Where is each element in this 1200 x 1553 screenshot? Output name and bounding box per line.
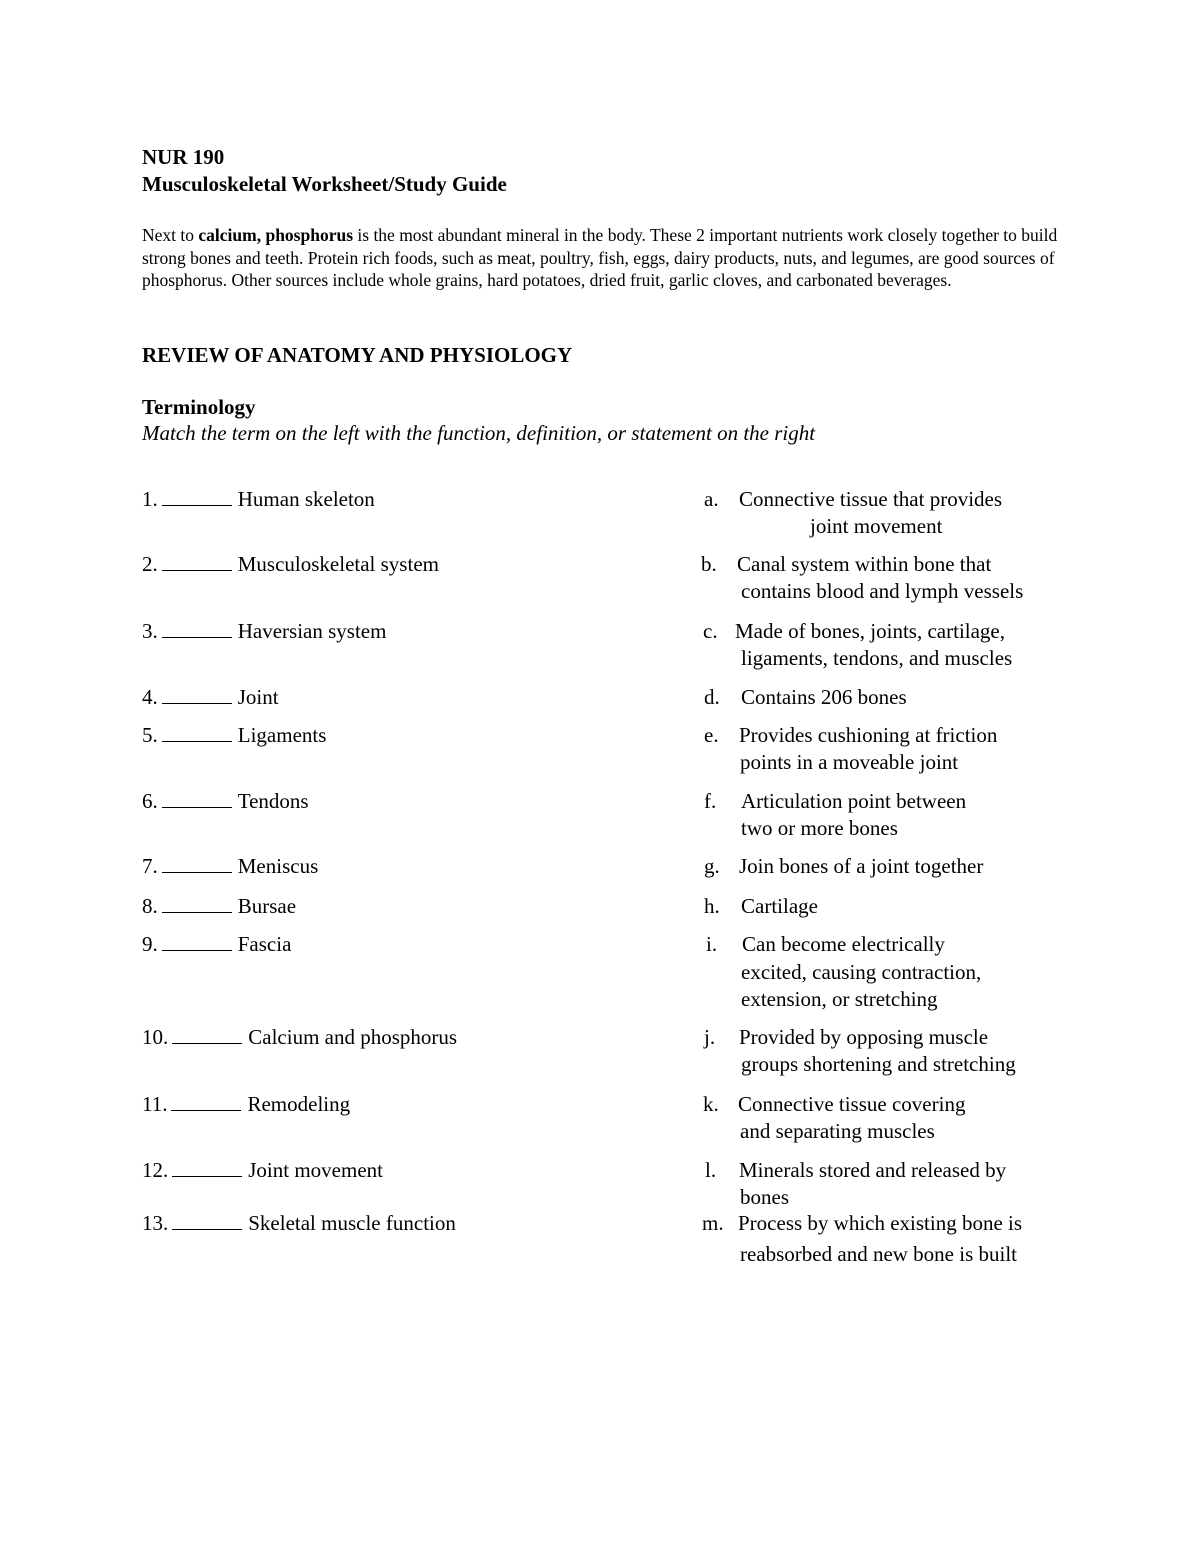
definition-letter: a. — [704, 487, 719, 511]
term-label: Fascia — [237, 932, 292, 956]
definition-line: Provided by opposing muscle — [739, 1025, 989, 1049]
term-number: 6. — [142, 789, 158, 813]
term-item — [142, 486, 375, 513]
term-item — [142, 1024, 457, 1051]
answer-blank[interactable] — [162, 689, 232, 704]
definition-line: Provides cushioning at friction — [739, 723, 998, 747]
term-item — [142, 551, 439, 578]
term-number: 11. — [142, 1092, 168, 1116]
answer-blank[interactable] — [162, 793, 232, 808]
term-number: 1. — [142, 487, 158, 511]
term-item — [142, 684, 279, 711]
definition-letter: m. — [702, 1211, 724, 1235]
definition-letter: f. — [704, 789, 717, 813]
definition-letter: b. — [701, 552, 717, 576]
definition-line: contains blood and lymph vessels — [741, 579, 1024, 603]
definition-line: extension, or stretching — [741, 987, 938, 1011]
definition-line: Process by which existing bone is — [738, 1211, 1023, 1235]
term-label: Skeletal muscle function — [248, 1211, 456, 1235]
term-number: 3. — [142, 619, 158, 643]
definition-letter: e. — [704, 723, 719, 747]
definition-letter: l. — [705, 1158, 717, 1182]
definition-line: points in a moveable joint — [740, 750, 959, 774]
definition-letter: k. — [703, 1092, 719, 1116]
term-label: Remodeling — [247, 1092, 351, 1116]
term-item — [142, 893, 296, 920]
term-number: 9. — [142, 932, 158, 956]
term-item — [142, 618, 386, 645]
term-label: Ligaments — [237, 723, 327, 747]
definition-line: reabsorbed and new bone is built — [740, 1242, 1018, 1266]
intro-prefix: Next to — [142, 225, 199, 245]
definition-line: ligaments, tendons, and muscles — [741, 646, 1013, 670]
document-title: Musculoskeletal Worksheet/Study Guide — [142, 172, 507, 196]
term-label: Joint movement — [248, 1158, 383, 1182]
intro-bold-minerals: calcium, phosphorus — [198, 225, 354, 245]
intro-paragraph — [142, 224, 1062, 292]
definition-letter: g. — [704, 854, 720, 878]
definition-letter: c. — [703, 619, 718, 643]
definition-line: Cartilage — [741, 894, 818, 918]
term-number: 7. — [142, 854, 158, 878]
definition-line: Join bones of a joint together — [739, 854, 984, 878]
course-code: NUR 190 — [142, 145, 225, 169]
definition-letter: d. — [704, 685, 720, 709]
term-label: Meniscus — [237, 854, 319, 878]
term-item — [142, 931, 291, 958]
term-label: Joint — [237, 685, 279, 709]
definition-letter: j. — [704, 1025, 716, 1049]
answer-blank[interactable] — [172, 1162, 242, 1177]
term-number: 4. — [142, 685, 158, 709]
term-label: Bursae — [237, 894, 297, 918]
term-item — [142, 853, 318, 880]
term-item — [142, 1091, 350, 1118]
definition-line: Connective tissue that provides — [739, 487, 1003, 511]
definition-line: two or more bones — [741, 816, 898, 840]
answer-blank[interactable] — [162, 491, 232, 506]
answer-blank[interactable] — [162, 936, 232, 951]
terminology-heading: Terminology — [142, 395, 256, 419]
definition-line: Can become electrically — [742, 932, 945, 956]
intro-rest: is the most abundant mineral in the body. These 2 important nutrients work closely together to build strong bones and teeth. Protein rich foods, such as meat, poultry, fish, eggs, dairy products, nuts, and legumes, are good sources of phosphorus. Other sources include whole grains, hard potatoes, dried fruit, garlic cloves, and carbonated beverages. — [142, 225, 1058, 290]
answer-blank[interactable] — [162, 898, 232, 913]
answer-blank[interactable] — [172, 1029, 242, 1044]
term-item — [142, 1210, 456, 1237]
term-item — [142, 1157, 383, 1184]
term-item — [142, 722, 326, 749]
answer-blank[interactable] — [162, 556, 232, 571]
definition-line: Articulation point between — [741, 789, 967, 813]
answer-blank[interactable] — [162, 858, 232, 873]
answer-blank[interactable] — [162, 727, 232, 742]
definition-line: groups shortening and stretching — [741, 1052, 1016, 1076]
answer-blank[interactable] — [172, 1215, 242, 1230]
term-label: Haversian system — [237, 619, 387, 643]
definition-line: Contains 206 bones — [741, 685, 907, 709]
term-number: 8. — [142, 894, 158, 918]
definition-line: joint movement — [810, 514, 943, 538]
definition-line: Minerals stored and released by — [739, 1158, 1007, 1182]
definition-line: Connective tissue covering — [738, 1092, 966, 1116]
definition-letter: i. — [706, 932, 718, 956]
term-number: 10. — [142, 1025, 169, 1049]
definition-letter: h. — [704, 894, 720, 918]
answer-blank[interactable] — [162, 623, 232, 638]
term-label: Musculoskeletal system — [237, 552, 439, 576]
term-item — [142, 788, 309, 815]
term-number: 12. — [142, 1158, 169, 1182]
term-number: 5. — [142, 723, 158, 747]
term-label: Calcium and phosphorus — [248, 1025, 458, 1049]
definition-line: bones — [740, 1185, 789, 1209]
term-label: Tendons — [237, 789, 309, 813]
term-label: Human skeleton — [237, 487, 375, 511]
matching-instructions: Match the term on the left with the function, definition, or statement on the right — [142, 421, 816, 445]
definition-line: Made of bones, joints, cartilage, — [735, 619, 1006, 643]
definition-line: excited, causing contraction, — [741, 960, 982, 984]
definition-line: Canal system within bone that — [737, 552, 992, 576]
term-number: 13. — [142, 1211, 169, 1235]
term-number: 2. — [142, 552, 158, 576]
answer-blank[interactable] — [171, 1096, 241, 1111]
definition-line: and separating muscles — [740, 1119, 935, 1143]
section-heading: REVIEW OF ANATOMY AND PHYSIOLOGY — [142, 343, 573, 367]
